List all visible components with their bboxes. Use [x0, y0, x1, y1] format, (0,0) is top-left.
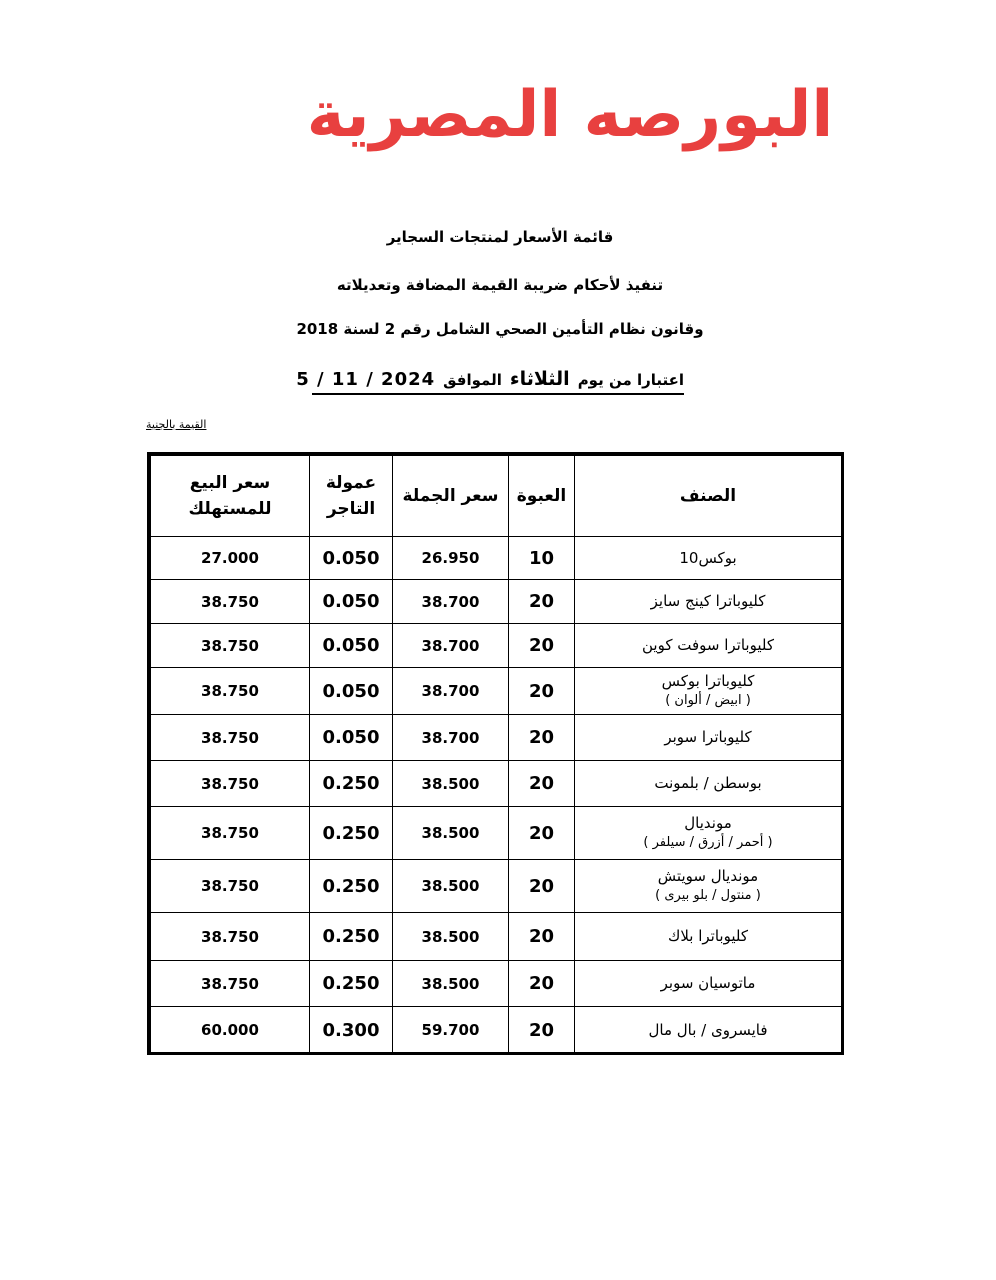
retail-price: 38.750 [151, 761, 310, 807]
wholesale-price: 38.700 [393, 624, 509, 668]
table-row [151, 961, 842, 1007]
table-row [151, 860, 842, 913]
table-row [151, 537, 842, 580]
col-commission: عمولة التاجر [310, 456, 393, 537]
trader-commission: 0.050 [310, 715, 393, 761]
header-line-2: تنفيذ لأحكام ضريبة القيمة المضافة وتعديلاته [336, 276, 664, 294]
pack-size: 20 [509, 913, 575, 961]
retail-price: 38.750 [151, 715, 310, 761]
header-line-3: وقانون نظام التأمين الصحي الشامل رقم 2 لسنة 2018 [296, 320, 704, 338]
product-variants: ( ابيض / ألوان ) [665, 693, 751, 708]
wholesale-price: 38.700 [393, 580, 509, 624]
pack-size: 10 [509, 537, 575, 580]
day-name: الثلاثاء [509, 368, 570, 390]
product-name-cell [575, 807, 842, 860]
table-row [151, 761, 842, 807]
retail-price: 38.750 [151, 580, 310, 624]
header-line-1: قائمة الأسعار لمنتجات السجاير [386, 228, 614, 246]
table-row [151, 807, 842, 860]
product-name-cell [575, 761, 842, 807]
table-header-row [151, 456, 842, 537]
pack-size: 20 [509, 961, 575, 1007]
pack-size: 20 [509, 580, 575, 624]
pack-size: 20 [509, 715, 575, 761]
pack-size: 20 [509, 1007, 575, 1054]
date-label: الموافق [443, 371, 502, 389]
product-name-cell [575, 1007, 842, 1054]
product-name-cell [575, 715, 842, 761]
trader-commission: 0.250 [310, 913, 393, 961]
trader-commission: 0.250 [310, 961, 393, 1007]
wholesale-price: 38.500 [393, 913, 509, 961]
product-name: مونديال سويتش [657, 867, 759, 885]
trader-commission: 0.050 [310, 668, 393, 715]
product-name: بوكس10 [679, 548, 737, 567]
retail-price: 27.000 [151, 537, 310, 580]
wholesale-price: 26.950 [393, 537, 509, 580]
trader-commission: 0.250 [310, 807, 393, 860]
retail-price: 38.750 [151, 913, 310, 961]
retail-price: 38.750 [151, 860, 310, 913]
effective-date-line [296, 368, 684, 395]
product-name: كليوباترا كينج سايز [650, 592, 766, 610]
pack-size: 20 [509, 624, 575, 668]
table-row [151, 1007, 842, 1054]
product-name-cell [575, 860, 842, 913]
wholesale-price: 38.700 [393, 715, 509, 761]
pack-size: 20 [509, 860, 575, 913]
product-name: كليوباترا سوفت كوين [642, 636, 774, 654]
product-name-cell [575, 580, 842, 624]
product-name: بوسطن / بلمونت [654, 774, 762, 792]
brand-title: البورصه المصرية [306, 78, 834, 152]
product-name-cell [575, 537, 842, 580]
col-wholesale: سعر الجملة [393, 456, 509, 537]
product-name-cell [575, 913, 842, 961]
price-table [147, 452, 844, 1055]
table-row [151, 668, 842, 715]
trader-commission: 0.250 [310, 761, 393, 807]
col-pack: العبوة [509, 456, 575, 537]
retail-price: 38.750 [151, 807, 310, 860]
wholesale-price: 38.500 [393, 807, 509, 860]
retail-price: 38.750 [151, 668, 310, 715]
product-variants: ( منتول / بلو بيرى ) [655, 888, 761, 903]
product-name: فايسروى / بال مال [648, 1020, 768, 1039]
product-variants: ( أحمر / أزرق / سيلفر ) [643, 835, 773, 850]
pack-size: 20 [509, 807, 575, 860]
product-name-cell [575, 961, 842, 1007]
trader-commission: 0.250 [310, 860, 393, 913]
trader-commission: 0.050 [310, 624, 393, 668]
product-name-cell [575, 624, 842, 668]
pack-size: 20 [509, 668, 575, 715]
table-row [151, 913, 842, 961]
retail-price: 38.750 [151, 624, 310, 668]
currency-unit-note: القيمة بالجنية [146, 418, 207, 431]
table-row [151, 715, 842, 761]
wholesale-price: 38.500 [393, 961, 509, 1007]
product-name: مونديال [684, 814, 732, 832]
retail-price: 60.000 [151, 1007, 310, 1054]
wholesale-price: 38.500 [393, 860, 509, 913]
wholesale-price: 59.700 [393, 1007, 509, 1054]
table-row [151, 624, 842, 668]
trader-commission: 0.050 [310, 537, 393, 580]
trader-commission: 0.300 [310, 1007, 393, 1054]
trader-commission: 0.050 [310, 580, 393, 624]
product-name: ماتوسيان سوبر [660, 974, 756, 992]
product-name: كليوباترا بلاك [667, 927, 748, 945]
product-name: كليوباترا سوبر [664, 728, 752, 746]
wholesale-price: 38.700 [393, 668, 509, 715]
col-product: الصنف [575, 456, 842, 537]
product-name-cell [575, 668, 842, 715]
pack-size: 20 [509, 761, 575, 807]
col-retail: سعر البيع للمستهلك [151, 456, 310, 537]
effective-date: 5 / 11 / 2024 [296, 369, 436, 390]
date-prefix: اعتبارا من يوم [577, 371, 684, 389]
retail-price: 38.750 [151, 961, 310, 1007]
table-row [151, 580, 842, 624]
wholesale-price: 38.500 [393, 761, 509, 807]
product-name: كليوباترا بوكس [661, 672, 755, 690]
